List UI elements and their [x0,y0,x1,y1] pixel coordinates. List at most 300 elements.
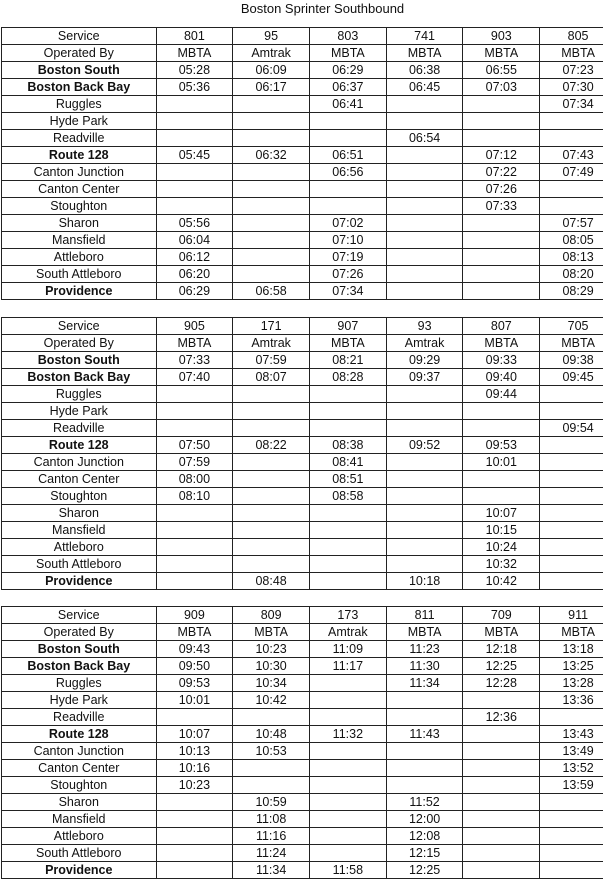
station-name: Sharon [2,215,157,232]
departure-time: 07:59 [233,352,310,369]
departure-time [540,488,603,505]
departure-time [156,113,233,130]
departure-time [463,862,540,879]
departure-time [540,181,603,198]
departure-time: 06:37 [309,79,386,96]
departure-time [386,505,463,522]
departure-time [309,130,386,147]
station-row [2,232,603,249]
departure-time: 09:45 [540,369,603,386]
station-name: Mansfield [2,232,157,249]
departure-time: 13:43 [540,726,603,743]
departure-time [233,420,310,437]
departure-time: 10:53 [233,743,310,760]
departure-time [309,760,386,777]
operator-name: MBTA [386,624,463,641]
departure-time [233,488,310,505]
departure-time [386,147,463,164]
service-row [2,28,603,45]
departure-time: 07:57 [540,215,603,232]
station-row [2,198,603,215]
operator-name: Amtrak [309,624,386,641]
station-row [2,675,603,692]
departure-time [463,232,540,249]
departure-time: 07:22 [463,164,540,181]
departure-time [309,522,386,539]
service-row [2,607,603,624]
station-name: Route 128 [2,726,157,743]
station-row [2,692,603,709]
service-number: 909 [156,607,233,624]
departure-time: 07:10 [309,232,386,249]
departure-time [386,488,463,505]
departure-time [540,709,603,726]
departure-time: 07:40 [156,369,233,386]
station-row [2,283,603,300]
station-row [2,471,603,488]
station-row [2,811,603,828]
departure-time [463,760,540,777]
departure-time: 06:29 [309,62,386,79]
departure-time [540,539,603,556]
departure-time: 11:32 [309,726,386,743]
departure-time [540,198,603,215]
departure-time [156,573,233,590]
departure-time: 12:18 [463,641,540,658]
departure-time: 10:13 [156,743,233,760]
operator-name: MBTA [540,335,603,352]
departure-time [156,828,233,845]
departure-time [540,386,603,403]
departure-time [463,726,540,743]
departure-time [156,539,233,556]
departure-time [463,249,540,266]
station-name: Boston South [2,641,157,658]
departure-time: 07:26 [463,181,540,198]
departure-time: 11:43 [386,726,463,743]
station-name: Ruggles [2,386,157,403]
service-number: 811 [386,607,463,624]
departure-time [309,743,386,760]
service-number: 709 [463,607,540,624]
operator-name: MBTA [463,335,540,352]
station-name: South Attleboro [2,266,157,283]
station-name: Stoughton [2,198,157,215]
departure-time [463,113,540,130]
departure-time: 07:30 [540,79,603,96]
departure-time [386,249,463,266]
departure-time: 05:45 [156,147,233,164]
station-row [2,862,603,879]
departure-time: 13:18 [540,641,603,658]
departure-time: 06:41 [309,96,386,113]
station-name: Mansfield [2,522,157,539]
station-row [2,164,603,181]
departure-time: 09:40 [463,369,540,386]
departure-time: 06:32 [233,147,310,164]
departure-time: 09:53 [156,675,233,692]
departure-time: 05:36 [156,79,233,96]
departure-time: 10:32 [463,556,540,573]
departure-time: 07:23 [540,62,603,79]
departure-time: 08:28 [309,369,386,386]
departure-time [156,862,233,879]
service-number: 805 [540,28,603,45]
departure-time [463,828,540,845]
departure-time: 12:00 [386,811,463,828]
departure-time: 08:07 [233,369,310,386]
departure-time: 11:23 [386,641,463,658]
departure-time: 10:01 [156,692,233,709]
departure-time [156,556,233,573]
departure-time [233,249,310,266]
departure-time: 09:44 [463,386,540,403]
departure-time: 06:12 [156,249,233,266]
departure-time: 10:15 [463,522,540,539]
departure-time: 09:54 [540,420,603,437]
departure-time: 12:15 [386,845,463,862]
departure-time: 12:36 [463,709,540,726]
departure-time [463,811,540,828]
departure-time [540,505,603,522]
departure-time [309,113,386,130]
departure-time [540,828,603,845]
departure-time: 07:33 [463,198,540,215]
departure-time: 12:08 [386,828,463,845]
departure-time: 06:56 [309,164,386,181]
station-name: Stoughton [2,777,157,794]
departure-time [386,539,463,556]
departure-time: 12:28 [463,675,540,692]
departure-time [233,403,310,420]
departure-time [386,266,463,283]
timetable-2 [1,317,603,590]
departure-time [233,96,310,113]
station-row [2,249,603,266]
departure-time: 07:26 [309,266,386,283]
page-title: Boston Sprinter Southbound [240,1,405,16]
station-name: Canton Center [2,471,157,488]
departure-time: 09:38 [540,352,603,369]
departure-time: 06:55 [463,62,540,79]
departure-time [156,420,233,437]
station-name: Stoughton [2,488,157,505]
departure-time [309,811,386,828]
departure-time [463,488,540,505]
departure-time [309,828,386,845]
station-row [2,79,603,96]
station-name: Readville [2,420,157,437]
departure-time: 08:05 [540,232,603,249]
departure-time: 11:34 [233,862,310,879]
departure-time [540,811,603,828]
departure-time [386,777,463,794]
operator-row [2,624,603,641]
station-row [2,539,603,556]
timetable-3 [1,606,603,879]
departure-time [386,709,463,726]
departure-time [386,198,463,215]
station-name: South Attleboro [2,556,157,573]
departure-time [386,403,463,420]
departure-time: 10:34 [233,675,310,692]
station-row [2,505,603,522]
station-name: Canton Junction [2,743,157,760]
station-name: Canton Junction [2,164,157,181]
station-row [2,403,603,420]
departure-time: 11:09 [309,641,386,658]
operator-row [2,335,603,352]
departure-time [156,794,233,811]
station-name: Sharon [2,505,157,522]
departure-time: 07:33 [156,352,233,369]
station-name: Providence [2,862,157,879]
departure-time [156,181,233,198]
service-number: 741 [386,28,463,45]
departure-time: 07:19 [309,249,386,266]
departure-time [386,471,463,488]
departure-time [386,692,463,709]
station-name: Boston South [2,62,157,79]
departure-time: 10:42 [233,692,310,709]
station-row [2,266,603,283]
departure-time: 08:21 [309,352,386,369]
departure-time [540,556,603,573]
service-number: 803 [309,28,386,45]
departure-time [386,113,463,130]
departure-time [540,130,603,147]
departure-time [233,471,310,488]
departure-time: 08:29 [540,283,603,300]
departure-time [540,845,603,862]
departure-time: 13:36 [540,692,603,709]
departure-time: 05:28 [156,62,233,79]
operator-name: Amtrak [386,335,463,352]
departure-time: 10:16 [156,760,233,777]
departure-time [540,454,603,471]
station-name: Boston Back Bay [2,658,157,675]
departure-time [540,437,603,454]
departure-time [309,539,386,556]
departure-time [463,420,540,437]
departure-time: 10:59 [233,794,310,811]
service-number: 903 [463,28,540,45]
departure-time: 06:17 [233,79,310,96]
departure-time: 08:48 [233,573,310,590]
station-row [2,352,603,369]
departure-time: 09:53 [463,437,540,454]
departure-time: 06:38 [386,62,463,79]
departure-time: 08:58 [309,488,386,505]
departure-time: 13:25 [540,658,603,675]
departure-time: 10:30 [233,658,310,675]
operator-row [2,45,603,62]
departure-time [386,743,463,760]
departure-time: 05:56 [156,215,233,232]
operator-name: MBTA [233,624,310,641]
departure-time: 10:07 [463,505,540,522]
operator-name: MBTA [386,45,463,62]
row-label-operated-by: Operated By [2,335,157,352]
departure-time [233,556,310,573]
service-number: 911 [540,607,603,624]
departure-time: 09:29 [386,352,463,369]
departure-time: 07:50 [156,437,233,454]
departure-time: 07:34 [309,283,386,300]
station-row [2,147,603,164]
operator-name: MBTA [463,45,540,62]
departure-time [309,181,386,198]
station-name: Sharon [2,794,157,811]
departure-time [540,862,603,879]
service-number: 905 [156,318,233,335]
station-row [2,181,603,198]
departure-time: 09:37 [386,369,463,386]
departure-time [463,471,540,488]
departure-time: 11:34 [386,675,463,692]
departure-time [309,573,386,590]
station-name: Providence [2,283,157,300]
departure-time [463,845,540,862]
departure-time [463,794,540,811]
departure-time [386,232,463,249]
departure-time: 07:34 [540,96,603,113]
station-row [2,743,603,760]
departure-time [156,386,233,403]
departure-time [156,811,233,828]
station-row [2,454,603,471]
departure-time: 08:13 [540,249,603,266]
departure-time [540,794,603,811]
departure-time: 13:49 [540,743,603,760]
departure-time: 09:50 [156,658,233,675]
station-name: Readville [2,709,157,726]
operator-name: MBTA [156,335,233,352]
departure-time [233,113,310,130]
station-row [2,369,603,386]
station-name: Readville [2,130,157,147]
departure-time [233,266,310,283]
station-name: Ruggles [2,96,157,113]
service-number: 801 [156,28,233,45]
station-name: Attleboro [2,249,157,266]
station-row [2,437,603,454]
departure-time: 12:25 [463,658,540,675]
station-row [2,760,603,777]
departure-time [463,215,540,232]
departure-time [386,283,463,300]
departure-time [309,198,386,215]
departure-time [463,283,540,300]
departure-time [309,675,386,692]
departure-time [386,164,463,181]
departure-time: 07:02 [309,215,386,232]
station-row [2,215,603,232]
departure-time: 06:51 [309,147,386,164]
departure-time [233,181,310,198]
station-row [2,130,603,147]
station-row [2,62,603,79]
departure-time: 06:58 [233,283,310,300]
service-number: 809 [233,607,310,624]
service-number: 907 [309,318,386,335]
departure-time [233,164,310,181]
service-number: 95 [233,28,310,45]
departure-time: 09:33 [463,352,540,369]
departure-time: 07:43 [540,147,603,164]
departure-time [233,709,310,726]
departure-time [309,505,386,522]
station-row [2,709,603,726]
row-label-service: Service [2,607,157,624]
station-name: Canton Junction [2,454,157,471]
departure-time [309,777,386,794]
station-row [2,113,603,130]
departure-time [463,692,540,709]
operator-name: Amtrak [233,45,310,62]
departure-time: 06:54 [386,130,463,147]
station-name: Canton Center [2,181,157,198]
departure-time [233,130,310,147]
departure-time [156,130,233,147]
station-row [2,726,603,743]
departure-time [156,505,233,522]
station-name: Hyde Park [2,692,157,709]
departure-time: 07:12 [463,147,540,164]
departure-time: 09:52 [386,437,463,454]
departure-time [540,573,603,590]
departure-time: 06:20 [156,266,233,283]
departure-time [233,232,310,249]
departure-time [463,403,540,420]
departure-time [233,454,310,471]
station-name: Hyde Park [2,113,157,130]
station-name: Ruggles [2,675,157,692]
station-row [2,556,603,573]
timetable-1 [1,27,603,300]
operator-name: MBTA [540,624,603,641]
departure-time [463,743,540,760]
departure-time [386,556,463,573]
departure-time [233,215,310,232]
departure-time: 10:24 [463,539,540,556]
departure-time: 08:22 [233,437,310,454]
operator-name: MBTA [463,624,540,641]
departure-time: 10:23 [233,641,310,658]
departure-time [309,845,386,862]
departure-time: 10:18 [386,573,463,590]
departure-time [233,760,310,777]
departure-time [386,420,463,437]
station-row [2,96,603,113]
station-row [2,641,603,658]
station-row [2,658,603,675]
departure-time [386,760,463,777]
departure-time [463,266,540,283]
departure-time [309,709,386,726]
station-name: Mansfield [2,811,157,828]
departure-time [233,505,310,522]
departure-time [386,454,463,471]
departure-time: 08:20 [540,266,603,283]
row-label-service: Service [2,318,157,335]
row-label-service: Service [2,28,157,45]
row-label-operated-by: Operated By [2,624,157,641]
departure-time: 12:25 [386,862,463,879]
departure-time [309,386,386,403]
departure-time [463,130,540,147]
departure-time [156,164,233,181]
